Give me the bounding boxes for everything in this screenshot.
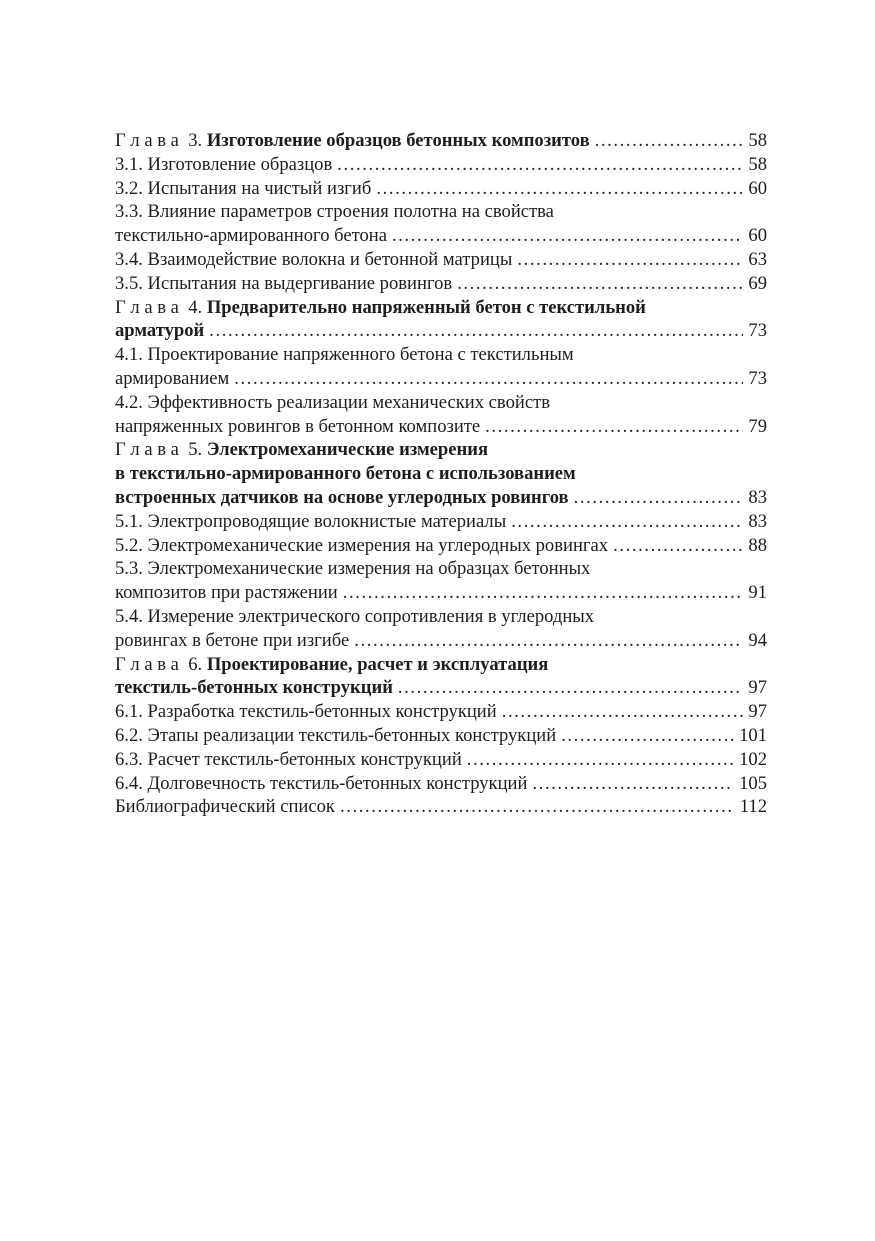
toc-entry (115, 700, 767, 724)
toc-entry-text: 4.1. Проектирование напряженного бетона с текстильным (115, 344, 574, 366)
toc-entry-text: 3.2. Испытания на чистый изгиб (115, 177, 372, 199)
page-number: 83 (748, 510, 767, 532)
dot-leader (561, 724, 734, 748)
toc-line (115, 391, 767, 415)
toc-entry-text: Г л а в а 5. (115, 439, 207, 461)
dot-leader (613, 534, 743, 558)
toc-entry (115, 795, 767, 819)
toc-entry (115, 248, 767, 272)
toc-line (115, 653, 767, 677)
toc-line (115, 200, 767, 224)
toc-line (115, 177, 767, 201)
dot-leader (511, 510, 743, 534)
toc-entry-text: 5.1. Электропроводящие волокнистые материалы (115, 510, 507, 532)
toc-entry (115, 129, 767, 153)
toc-entry (115, 343, 767, 391)
toc-entry (115, 391, 767, 439)
toc-entry (115, 200, 767, 248)
dot-leader (354, 629, 743, 653)
dot-leader (392, 224, 743, 248)
toc-entry (115, 296, 767, 344)
toc-line (115, 510, 767, 534)
toc-entry-text: Г л а в а 4. (115, 296, 207, 318)
page-number: 60 (748, 177, 767, 199)
toc-entry (115, 510, 767, 534)
dot-leader (532, 772, 734, 796)
toc-line (115, 319, 767, 343)
toc-line (115, 129, 767, 153)
toc-entry-text: Г л а в а 3. (115, 130, 207, 151)
toc-entry (115, 153, 767, 177)
toc-entry-text: 3.4. Взаимодействие волокна и бетонной матрицы (115, 248, 513, 270)
dot-leader (398, 676, 743, 700)
toc-entry-text: 6.1. Разработка текстиль-бетонных конструкций (115, 701, 497, 723)
toc-entry-title: текстиль-бетонных конструкций (115, 677, 393, 699)
page-number: 58 (748, 130, 767, 151)
toc-line (115, 748, 767, 772)
toc-entry-text: 6.4. Долговечность текстиль-бетонных конструкций (115, 772, 528, 794)
page-number: 102 (739, 748, 767, 770)
toc-entry-text: 6.2. Этапы реализации текстиль-бетонных конструкций (115, 724, 557, 746)
toc-line (115, 486, 767, 510)
toc-line (115, 700, 767, 724)
page-number: 101 (739, 724, 767, 746)
page-number: 58 (748, 153, 767, 175)
dot-leader (209, 319, 743, 343)
page-number: 73 (748, 320, 767, 342)
toc-line (115, 629, 767, 653)
toc-entry (115, 438, 767, 509)
toc-entry-title: Предварительно напряженный бетон с текстильной (206, 296, 646, 318)
toc-line (115, 153, 767, 177)
toc-entry-text: 4.2. Эффективность реализации механических свойств (115, 391, 550, 413)
toc-entry-text: Библиографический список (115, 796, 335, 818)
toc-entry-text: 3.3. Влияние параметров строения полотна на свойства (115, 201, 554, 223)
page-number: 97 (748, 701, 767, 723)
toc-line (115, 272, 767, 296)
dot-leader (340, 795, 735, 819)
toc-line (115, 296, 767, 320)
dot-leader (595, 129, 744, 153)
toc-line (115, 224, 767, 248)
toc-line (115, 248, 767, 272)
dot-leader (343, 581, 744, 605)
page-number: 73 (748, 367, 767, 389)
toc-entry (115, 272, 767, 296)
toc-entry (115, 653, 767, 701)
toc-line (115, 557, 767, 581)
toc-line (115, 343, 767, 367)
toc-line (115, 724, 767, 748)
toc-line (115, 415, 767, 439)
toc-line (115, 462, 767, 486)
dot-leader (517, 248, 743, 272)
toc-entry (115, 605, 767, 653)
toc-line (115, 605, 767, 629)
toc-entry-text: Г л а в а 6. (115, 653, 207, 675)
toc-entry-text: 6.3. Расчет текстиль-бетонных конструкций (115, 748, 462, 770)
page-number: 94 (748, 629, 767, 651)
page-number: 60 (748, 225, 767, 247)
toc-line (115, 772, 767, 796)
toc-entry-text: 3.1. Изготовление образцов (115, 153, 333, 175)
page-number: 112 (739, 796, 767, 818)
dot-leader (337, 153, 743, 177)
toc-line (115, 581, 767, 605)
dot-leader (376, 177, 743, 201)
dot-leader (457, 272, 743, 296)
toc-entry (115, 724, 767, 748)
page-number: 91 (748, 582, 767, 604)
toc-entry-text: 5.4. Измерение электрического сопротивления в углеродных (115, 605, 595, 627)
toc-entry-text: текстильно-армированного бетона (115, 225, 387, 247)
dot-leader (574, 486, 744, 510)
toc-entry-title: Проектирование, расчет и эксплуатация (206, 653, 549, 675)
toc-entry-title: Изготовление образцов бетонных композитов (206, 130, 590, 151)
page-number: 63 (748, 248, 767, 270)
toc-entry-title: встроенных датчиков на основе углеродных ровингов (115, 486, 569, 508)
toc-entry (115, 534, 767, 558)
toc-entry-text: 3.5. Испытания на выдергивание ровингов (115, 272, 453, 294)
toc-line (115, 676, 767, 700)
toc-entry-title: в текстильно-армированного бетона с использованием (115, 463, 576, 485)
dot-leader (467, 748, 734, 772)
dot-leader (234, 367, 743, 391)
dot-leader (485, 415, 743, 439)
page-number: 105 (739, 772, 767, 794)
toc-line (115, 367, 767, 391)
toc-entry-text: ровингах в бетоне при изгибе (115, 629, 350, 651)
toc-entry-text: композитов при растяжении (115, 582, 338, 604)
page-number: 69 (748, 272, 767, 294)
page-number: 88 (748, 534, 767, 556)
toc-entry-title: Электромеханические измерения (206, 439, 489, 461)
toc-entry (115, 748, 767, 772)
page-number: 83 (748, 486, 767, 508)
page-number: 97 (748, 677, 767, 699)
toc-line (115, 534, 767, 558)
toc-entry (115, 772, 767, 796)
toc-entry-text: армированием (115, 367, 230, 389)
toc-entry-title: арматурой (115, 320, 205, 342)
table-of-contents (115, 129, 767, 819)
toc-entry-text: 5.3. Электромеханические измерения на образцах бетонных (115, 558, 591, 580)
toc-entry-text: напряженных ровингов в бетонном композите (115, 415, 481, 437)
toc-entry-text: 5.2. Электромеханические измерения на углеродных ровингах (115, 534, 609, 556)
dot-leader (502, 700, 744, 724)
toc-entry (115, 557, 767, 605)
toc-line (115, 438, 767, 462)
page-number: 79 (748, 415, 767, 437)
toc-line (115, 795, 767, 819)
toc-entry (115, 177, 767, 201)
